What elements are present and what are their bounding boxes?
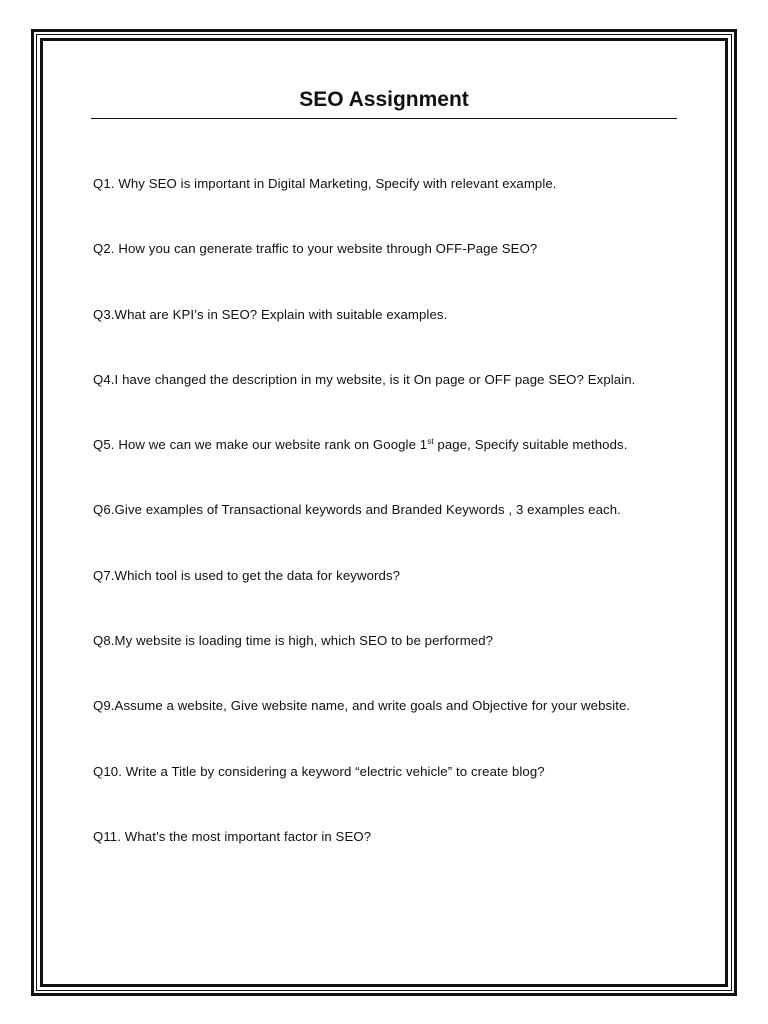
question-item-10: Q10. Write a Title by considering a keyword “electric vehicle” to create blog?: [93, 763, 545, 779]
question-item-4: Q4.I have changed the description in my website, is it On page or OFF page SEO? Explain.: [93, 371, 636, 387]
document-title: SEO Assignment: [299, 88, 469, 111]
question-item-1: Q1. Why SEO is important in Digital Marketing, Specify with relevant example.: [93, 176, 557, 191]
question-item-2: Q2. How you can generate traffic to your website through OFF-Page SEO?: [93, 241, 538, 257]
question-item-11: Q11. What’s the most important factor in SEO?: [93, 828, 372, 844]
question-item-9: Q9.Assume a website, Give website name, and write goals and Objective for your website.: [93, 698, 631, 714]
question-list: [93, 172, 693, 890]
question-item-8: Q8.My website is loading time is high, which SEO to be performed?: [93, 633, 494, 649]
question-5-superscript: st: [427, 437, 434, 447]
title-underline-divider: [91, 118, 677, 119]
question-item-7: Q7.Which tool is used to get the data for keywords?: [93, 567, 401, 583]
question-item-5: [93, 433, 693, 498]
question-item-3: Q3.What are KPI’s in SEO? Explain with suitable examples.: [93, 306, 448, 322]
question-5-text-before: Q5. How we can we make our website rank on Google 1: [93, 437, 428, 453]
question-item-6: Q6.Give examples of Transactional keywords and Branded Keywords , 3 examples each.: [93, 502, 621, 518]
question-5-text-after: page, Specify suitable methods.: [433, 437, 628, 453]
